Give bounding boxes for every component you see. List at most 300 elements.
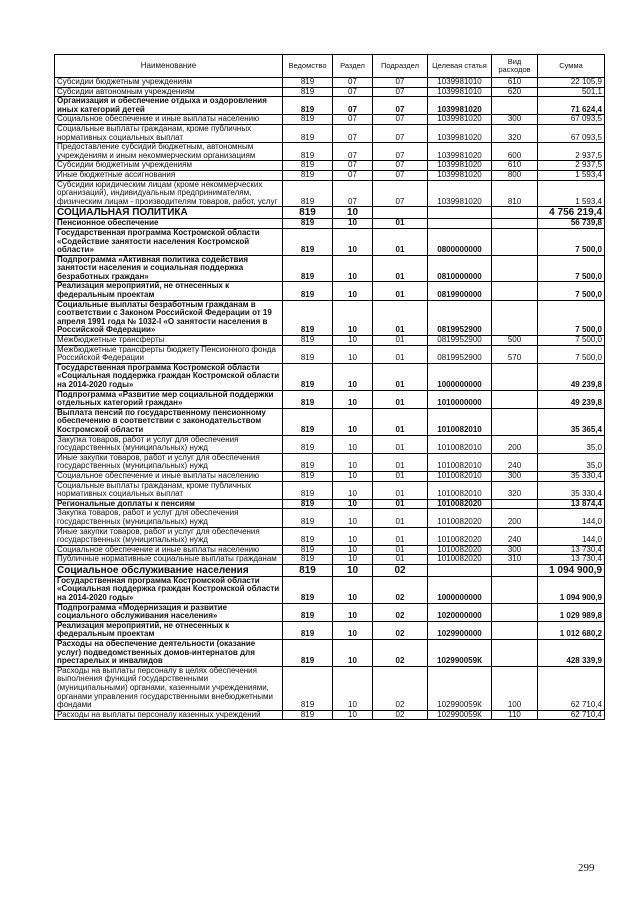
cell-celevaya-statya: 1010082010 (428, 435, 492, 453)
cell-podrazdel: 01 (373, 509, 428, 527)
cell-vedomstvo: 819 (283, 228, 333, 255)
cell-name: Иные закупки товаров, работ и услуг для обеспечения государственных (муниципальных) нужд (55, 527, 283, 545)
cell-vedomstvo: 819 (283, 640, 333, 667)
cell-name: Организация и обеспечение отдыха и оздоровления иных категорий детей (55, 97, 283, 115)
cell-razdel: 10 (333, 363, 373, 390)
cell-summa: 2 937,5 (538, 143, 605, 161)
cell-vid-rashodov (492, 499, 538, 509)
cell-name: Расходы на выплаты персоналу казенных учреждений (55, 710, 283, 720)
cell-razdel: 10 (333, 471, 373, 481)
cell-summa: 56 739,8 (538, 219, 605, 229)
table-row (55, 87, 605, 97)
cell-vedomstvo: 819 (283, 666, 333, 710)
table-row (55, 435, 605, 453)
cell-name: Подпрограмма «Активная политика содействия занятости населения и социальная поддержка безработных граждан» (55, 255, 283, 282)
cell-summa: 1 012 680,2 (538, 621, 605, 639)
cell-razdel: 10 (333, 282, 373, 300)
cell-vid-rashodov (492, 282, 538, 300)
cell-podrazdel: 01 (373, 300, 428, 335)
table-row (55, 363, 605, 390)
table-row (55, 143, 605, 161)
cell-vid-rashodov: 200 (492, 435, 538, 453)
cell-celevaya-statya (428, 564, 492, 576)
cell-summa: 62 710,4 (538, 666, 605, 710)
cell-razdel: 10 (333, 435, 373, 453)
cell-celevaya-statya: 1000000000 (428, 363, 492, 390)
cell-summa: 35,0 (538, 453, 605, 471)
cell-name: Государственная программа Костромской области «Социальная поддержка граждан Костромской области на 2014-2020 годы» (55, 363, 283, 390)
cell-celevaya-statya: 1039981010 (428, 78, 492, 88)
cell-name: Социальные выплаты гражданам, кроме публичных нормативных социальных выплат (55, 481, 283, 499)
table-row (55, 710, 605, 720)
cell-vedomstvo: 819 (283, 621, 333, 639)
cell-summa: 49 239,8 (538, 390, 605, 408)
table-row (55, 115, 605, 125)
cell-vedomstvo: 819 (283, 345, 333, 363)
cell-vid-rashodov (492, 363, 538, 390)
cell-summa: 144,0 (538, 527, 605, 545)
cell-summa: 35 330,4 (538, 471, 605, 481)
cell-celevaya-statya: 0819952900 (428, 336, 492, 346)
cell-summa: 35,0 (538, 435, 605, 453)
cell-vedomstvo: 819 (283, 143, 333, 161)
cell-razdel: 10 (333, 390, 373, 408)
cell-celevaya-statya: 0819900000 (428, 282, 492, 300)
cell-vedomstvo: 819 (283, 219, 333, 229)
cell-vedomstvo: 819 (283, 207, 333, 219)
table-row (55, 621, 605, 639)
cell-vedomstvo: 819 (283, 527, 333, 545)
cell-vedomstvo: 819 (283, 555, 333, 565)
cell-name: Социальное обеспечение и иные выплаты населению (55, 115, 283, 125)
cell-summa: 501,1 (538, 87, 605, 97)
cell-summa: 67 093,5 (538, 124, 605, 142)
table-row (55, 207, 605, 219)
cell-celevaya-statya: 1039981020 (428, 143, 492, 161)
cell-vid-rashodov (492, 408, 538, 435)
cell-summa: 7 500,0 (538, 336, 605, 346)
cell-podrazdel: 01 (373, 228, 428, 255)
table-row (55, 255, 605, 282)
cell-name: Реализация мероприятий, не отнесенных к федеральным проектам (55, 621, 283, 639)
cell-podrazdel: 01 (373, 527, 428, 545)
cell-vedomstvo: 819 (283, 481, 333, 499)
cell-vid-rashodov: 100 (492, 666, 538, 710)
budget-table-page (54, 54, 604, 720)
cell-summa: 49 239,8 (538, 363, 605, 390)
cell-name: Региональные доплаты к пенсиям (55, 499, 283, 509)
cell-summa: 2 937,5 (538, 161, 605, 171)
table-row (55, 453, 605, 471)
cell-razdel: 10 (333, 345, 373, 363)
cell-celevaya-statya: 0819952900 (428, 300, 492, 335)
cell-celevaya-statya: 1010082020 (428, 499, 492, 509)
cell-podrazdel: 07 (373, 170, 428, 180)
cell-celevaya-statya: 0819952900 (428, 345, 492, 363)
cell-razdel: 07 (333, 170, 373, 180)
table-row (55, 499, 605, 509)
cell-celevaya-statya: 1010000000 (428, 390, 492, 408)
header-vid-rashodov: Вид расходов (492, 55, 538, 78)
table-row (55, 228, 605, 255)
cell-summa: 13 874,4 (538, 499, 605, 509)
cell-name: Закупка товаров, работ и услуг для обеспечения государственных (муниципальных) нужд (55, 509, 283, 527)
cell-podrazdel: 02 (373, 603, 428, 621)
cell-vid-rashodov: 570 (492, 345, 538, 363)
cell-name: Субсидии бюджетным учреждениям (55, 161, 283, 171)
table-row (55, 564, 605, 576)
cell-celevaya-statya: 1010082010 (428, 453, 492, 471)
cell-vedomstvo: 819 (283, 255, 333, 282)
table-row (55, 180, 605, 207)
cell-vedomstvo: 819 (283, 509, 333, 527)
cell-name: Межбюджетные трансферты бюджету Пенсионного фонда Российской Федерации (55, 345, 283, 363)
cell-razdel: 07 (333, 143, 373, 161)
cell-vedomstvo: 819 (283, 435, 333, 453)
cell-vid-rashodov: 240 (492, 453, 538, 471)
cell-name: Иные закупки товаров, работ и услуг для обеспечения государственных (муниципальных) нужд (55, 453, 283, 471)
cell-vid-rashodov: 610 (492, 78, 538, 88)
cell-razdel: 10 (333, 710, 373, 720)
cell-celevaya-statya: 1039981020 (428, 97, 492, 115)
cell-summa: 35 330,4 (538, 481, 605, 499)
cell-podrazdel: 07 (373, 115, 428, 125)
cell-vid-rashodov: 810 (492, 180, 538, 207)
table-body (55, 78, 605, 720)
cell-name: Социальное обслуживание населения (55, 564, 283, 576)
table-row (55, 345, 605, 363)
cell-vid-rashodov (492, 207, 538, 219)
cell-vid-rashodov (492, 219, 538, 229)
cell-summa: 144,0 (538, 509, 605, 527)
cell-razdel: 10 (333, 564, 373, 576)
cell-vedomstvo: 819 (283, 545, 333, 555)
cell-vedomstvo: 819 (283, 710, 333, 720)
cell-summa: 71 624,4 (538, 97, 605, 115)
cell-name: Иные бюджетные ассигнования (55, 170, 283, 180)
cell-razdel: 10 (333, 555, 373, 565)
cell-name: Подпрограмма «Модернизация и развитие социального обслуживания населения» (55, 603, 283, 621)
cell-vedomstvo: 819 (283, 282, 333, 300)
cell-razdel: 10 (333, 603, 373, 621)
cell-celevaya-statya: 1039981020 (428, 115, 492, 125)
cell-celevaya-statya (428, 207, 492, 219)
cell-podrazdel: 07 (373, 87, 428, 97)
cell-vid-rashodov (492, 255, 538, 282)
cell-vid-rashodov: 800 (492, 170, 538, 180)
cell-name: Предоставление субсидий бюджетным, автономным учреждениям и иным некоммерческим организациям (55, 143, 283, 161)
cell-name: Социальное обеспечение и иные выплаты населению (55, 545, 283, 555)
cell-celevaya-statya: 102990059К (428, 710, 492, 720)
cell-razdel: 07 (333, 115, 373, 125)
table-row (55, 471, 605, 481)
cell-podrazdel: 07 (373, 143, 428, 161)
cell-name: СОЦИАЛЬНАЯ ПОЛИТИКА (55, 207, 283, 219)
cell-summa: 1 094 900,9 (538, 576, 605, 603)
cell-podrazdel: 07 (373, 78, 428, 88)
cell-vid-rashodov (492, 97, 538, 115)
table-row (55, 640, 605, 667)
cell-celevaya-statya: 1029900000 (428, 621, 492, 639)
cell-vedomstvo: 819 (283, 97, 333, 115)
table-row (55, 390, 605, 408)
table-row (55, 509, 605, 527)
budget-table (54, 54, 605, 720)
cell-vid-rashodov (492, 603, 538, 621)
cell-name: Субсидии бюджетным учреждениям (55, 78, 283, 88)
cell-celevaya-statya: 0810000000 (428, 255, 492, 282)
cell-summa: 7 500,0 (538, 228, 605, 255)
cell-razdel: 10 (333, 336, 373, 346)
cell-podrazdel: 01 (373, 363, 428, 390)
table-row (55, 282, 605, 300)
cell-razdel: 10 (333, 666, 373, 710)
cell-podrazdel: 02 (373, 640, 428, 667)
cell-celevaya-statya: 1010082020 (428, 509, 492, 527)
cell-celevaya-statya (428, 219, 492, 229)
cell-razdel: 10 (333, 545, 373, 555)
cell-celevaya-statya: 1039981010 (428, 87, 492, 97)
cell-vid-rashodov (492, 228, 538, 255)
cell-razdel: 10 (333, 509, 373, 527)
page-number: 299 (578, 862, 595, 874)
cell-celevaya-statya: 102990059К (428, 640, 492, 667)
table-row (55, 545, 605, 555)
cell-razdel: 10 (333, 408, 373, 435)
cell-celevaya-statya: 1039981020 (428, 161, 492, 171)
cell-summa: 1 593,4 (538, 180, 605, 207)
cell-summa: 13 730,4 (538, 555, 605, 565)
cell-podrazdel: 01 (373, 255, 428, 282)
cell-podrazdel: 02 (373, 621, 428, 639)
cell-vedomstvo: 819 (283, 564, 333, 576)
cell-vedomstvo: 819 (283, 603, 333, 621)
header-podrazdel: Подраздел (373, 55, 428, 78)
cell-name: Государственная программа Костромской области «Социальная поддержка граждан Костромской области на 2014-2020 годы» (55, 576, 283, 603)
cell-vid-rashodov (492, 564, 538, 576)
table-row (55, 408, 605, 435)
cell-vedomstvo: 819 (283, 300, 333, 335)
cell-vid-rashodov: 240 (492, 527, 538, 545)
cell-celevaya-statya: 1010082020 (428, 545, 492, 555)
cell-vid-rashodov: 300 (492, 471, 538, 481)
cell-podrazdel: 07 (373, 124, 428, 142)
table-header-row (55, 55, 605, 78)
cell-vedomstvo: 819 (283, 87, 333, 97)
cell-summa: 4 756 219,4 (538, 207, 605, 219)
cell-summa: 1 094 900,9 (538, 564, 605, 576)
cell-summa: 1 029 989,8 (538, 603, 605, 621)
cell-razdel: 10 (333, 527, 373, 545)
cell-name: Расходы на выплаты персоналу в целях обеспечения выполнения функций государственными (муниципальными) органами, казенными учреждениями, органами управления государственными внебюджетными фондами (55, 666, 283, 710)
table-row (55, 219, 605, 229)
table-row (55, 300, 605, 335)
cell-razdel: 07 (333, 78, 373, 88)
cell-vid-rashodov (492, 640, 538, 667)
table-row (55, 97, 605, 115)
cell-vid-rashodov: 110 (492, 710, 538, 720)
cell-summa: 1 593,4 (538, 170, 605, 180)
cell-name: Социальное обеспечение и иные выплаты населению (55, 471, 283, 481)
cell-razdel: 10 (333, 453, 373, 471)
table-row (55, 78, 605, 88)
cell-vedomstvo: 819 (283, 115, 333, 125)
cell-razdel: 10 (333, 300, 373, 335)
cell-vedomstvo: 819 (283, 363, 333, 390)
cell-name: Государственная программа Костромской области «Содействие занятости населения Костромской области» (55, 228, 283, 255)
cell-podrazdel: 02 (373, 564, 428, 576)
cell-vid-rashodov: 320 (492, 124, 538, 142)
cell-name: Межбюджетные трансферты (55, 336, 283, 346)
cell-podrazdel: 01 (373, 555, 428, 565)
cell-vid-rashodov: 310 (492, 555, 538, 565)
cell-summa: 35 365,4 (538, 408, 605, 435)
cell-name: Субсидии автономным учреждениям (55, 87, 283, 97)
cell-celevaya-statya: 1039981020 (428, 170, 492, 180)
cell-vid-rashodov: 300 (492, 115, 538, 125)
cell-celevaya-statya: 1039981020 (428, 180, 492, 207)
table-row (55, 161, 605, 171)
cell-name: Закупка товаров, работ и услуг для обеспечения государственных (муниципальных) нужд (55, 435, 283, 453)
cell-razdel: 10 (333, 228, 373, 255)
cell-razdel: 07 (333, 124, 373, 142)
cell-podrazdel (373, 207, 428, 219)
cell-celevaya-statya: 102990059К (428, 666, 492, 710)
cell-summa: 62 710,4 (538, 710, 605, 720)
cell-summa: 7 500,0 (538, 345, 605, 363)
cell-name: Реализация мероприятий, не отнесенных к федеральным проектам (55, 282, 283, 300)
cell-vedomstvo: 819 (283, 408, 333, 435)
cell-vid-rashodov: 200 (492, 509, 538, 527)
cell-razdel: 07 (333, 97, 373, 115)
table-row (55, 170, 605, 180)
cell-summa: 67 093,5 (538, 115, 605, 125)
table-row (55, 481, 605, 499)
cell-vid-rashodov (492, 621, 538, 639)
cell-vedomstvo: 819 (283, 170, 333, 180)
table-row (55, 527, 605, 545)
cell-summa: 7 500,0 (538, 282, 605, 300)
cell-vedomstvo: 819 (283, 453, 333, 471)
cell-vid-rashodov: 610 (492, 161, 538, 171)
cell-name: Выплата пенсий по государственному пенсионному обеспечению в соответствии с законодательством Костромской области (55, 408, 283, 435)
cell-vedomstvo: 819 (283, 161, 333, 171)
cell-vid-rashodov: 320 (492, 481, 538, 499)
cell-celevaya-statya: 1010082020 (428, 527, 492, 545)
cell-podrazdel: 01 (373, 481, 428, 499)
cell-razdel: 07 (333, 180, 373, 207)
cell-celevaya-statya: 1010082010 (428, 481, 492, 499)
cell-podrazdel: 01 (373, 453, 428, 471)
cell-razdel: 10 (333, 499, 373, 509)
header-name: Наименование (55, 55, 283, 78)
cell-podrazdel: 01 (373, 435, 428, 453)
cell-summa: 13 730,4 (538, 545, 605, 555)
cell-podrazdel: 01 (373, 219, 428, 229)
cell-name: Субсидии юридическим лицам (кроме некоммерческих организаций), индивидуальным предпринимателям, физическим лицам - производителям товаров, работ, услуг (55, 180, 283, 207)
cell-podrazdel: 01 (373, 282, 428, 300)
cell-podrazdel: 07 (373, 97, 428, 115)
cell-podrazdel: 02 (373, 710, 428, 720)
cell-razdel: 07 (333, 87, 373, 97)
cell-summa: 22 105,9 (538, 78, 605, 88)
cell-razdel: 10 (333, 481, 373, 499)
table-row (55, 666, 605, 710)
cell-razdel: 10 (333, 640, 373, 667)
cell-vid-rashodov: 500 (492, 336, 538, 346)
cell-podrazdel: 01 (373, 408, 428, 435)
cell-razdel: 10 (333, 219, 373, 229)
cell-vid-rashodov: 600 (492, 143, 538, 161)
cell-name: Подпрограмма «Развитие мер социальной поддержки отдельных категорий граждан» (55, 390, 283, 408)
table-row (55, 336, 605, 346)
cell-name: Расходы на обеспечение деятельности (оказание услуг) подведомственных домов-интернатов для престарелых и инвалидов (55, 640, 283, 667)
cell-podrazdel: 07 (373, 161, 428, 171)
table-row (55, 124, 605, 142)
cell-podrazdel: 02 (373, 666, 428, 710)
cell-podrazdel: 01 (373, 545, 428, 555)
header-summa: Сумма (538, 55, 605, 78)
header-vedomstvo: Ведомство (283, 55, 333, 78)
cell-vedomstvo: 819 (283, 180, 333, 207)
cell-celevaya-statya: 1010082020 (428, 555, 492, 565)
cell-celevaya-statya: 1020000000 (428, 603, 492, 621)
cell-vid-rashodov: 620 (492, 87, 538, 97)
cell-podrazdel: 01 (373, 471, 428, 481)
cell-summa: 428 339,9 (538, 640, 605, 667)
header-celevaya-statya: Целевая статья (428, 55, 492, 78)
cell-vedomstvo: 819 (283, 124, 333, 142)
cell-vedomstvo: 819 (283, 576, 333, 603)
table-row (55, 555, 605, 565)
cell-celevaya-statya: 1010082010 (428, 408, 492, 435)
cell-celevaya-statya: 0800000000 (428, 228, 492, 255)
cell-vid-rashodov (492, 576, 538, 603)
cell-podrazdel: 01 (373, 336, 428, 346)
table-row (55, 603, 605, 621)
cell-razdel: 07 (333, 161, 373, 171)
cell-razdel: 10 (333, 621, 373, 639)
cell-name: Публичные нормативные социальные выплаты гражданам (55, 555, 283, 565)
cell-name: Пенсионное обеспечение (55, 219, 283, 229)
cell-vid-rashodov (492, 390, 538, 408)
cell-podrazdel: 01 (373, 499, 428, 509)
cell-razdel: 10 (333, 576, 373, 603)
cell-podrazdel: 01 (373, 390, 428, 408)
cell-name: Социальные выплаты гражданам, кроме публичных нормативных социальных выплат (55, 124, 283, 142)
cell-vid-rashodov (492, 300, 538, 335)
cell-razdel: 10 (333, 207, 373, 219)
cell-vedomstvo: 819 (283, 336, 333, 346)
cell-podrazdel: 07 (373, 180, 428, 207)
cell-name: Социальные выплаты безработным гражданам в соответствии с Законом Российской Федерации от 19 апреля 1991 года № 1032-I «О занятости населения в Российской Федерации» (55, 300, 283, 335)
cell-summa: 7 500,0 (538, 255, 605, 282)
cell-celevaya-statya: 1010082010 (428, 471, 492, 481)
cell-summa: 7 500,0 (538, 300, 605, 335)
header-razdel: Раздел (333, 55, 373, 78)
cell-razdel: 10 (333, 255, 373, 282)
cell-vedomstvo: 819 (283, 78, 333, 88)
cell-vedomstvo: 819 (283, 471, 333, 481)
cell-vedomstvo: 819 (283, 390, 333, 408)
cell-podrazdel: 01 (373, 345, 428, 363)
cell-vedomstvo: 819 (283, 499, 333, 509)
cell-vid-rashodov: 300 (492, 545, 538, 555)
cell-celevaya-statya: 1039981020 (428, 124, 492, 142)
table-row (55, 576, 605, 603)
cell-podrazdel: 02 (373, 576, 428, 603)
cell-celevaya-statya: 1000000000 (428, 576, 492, 603)
